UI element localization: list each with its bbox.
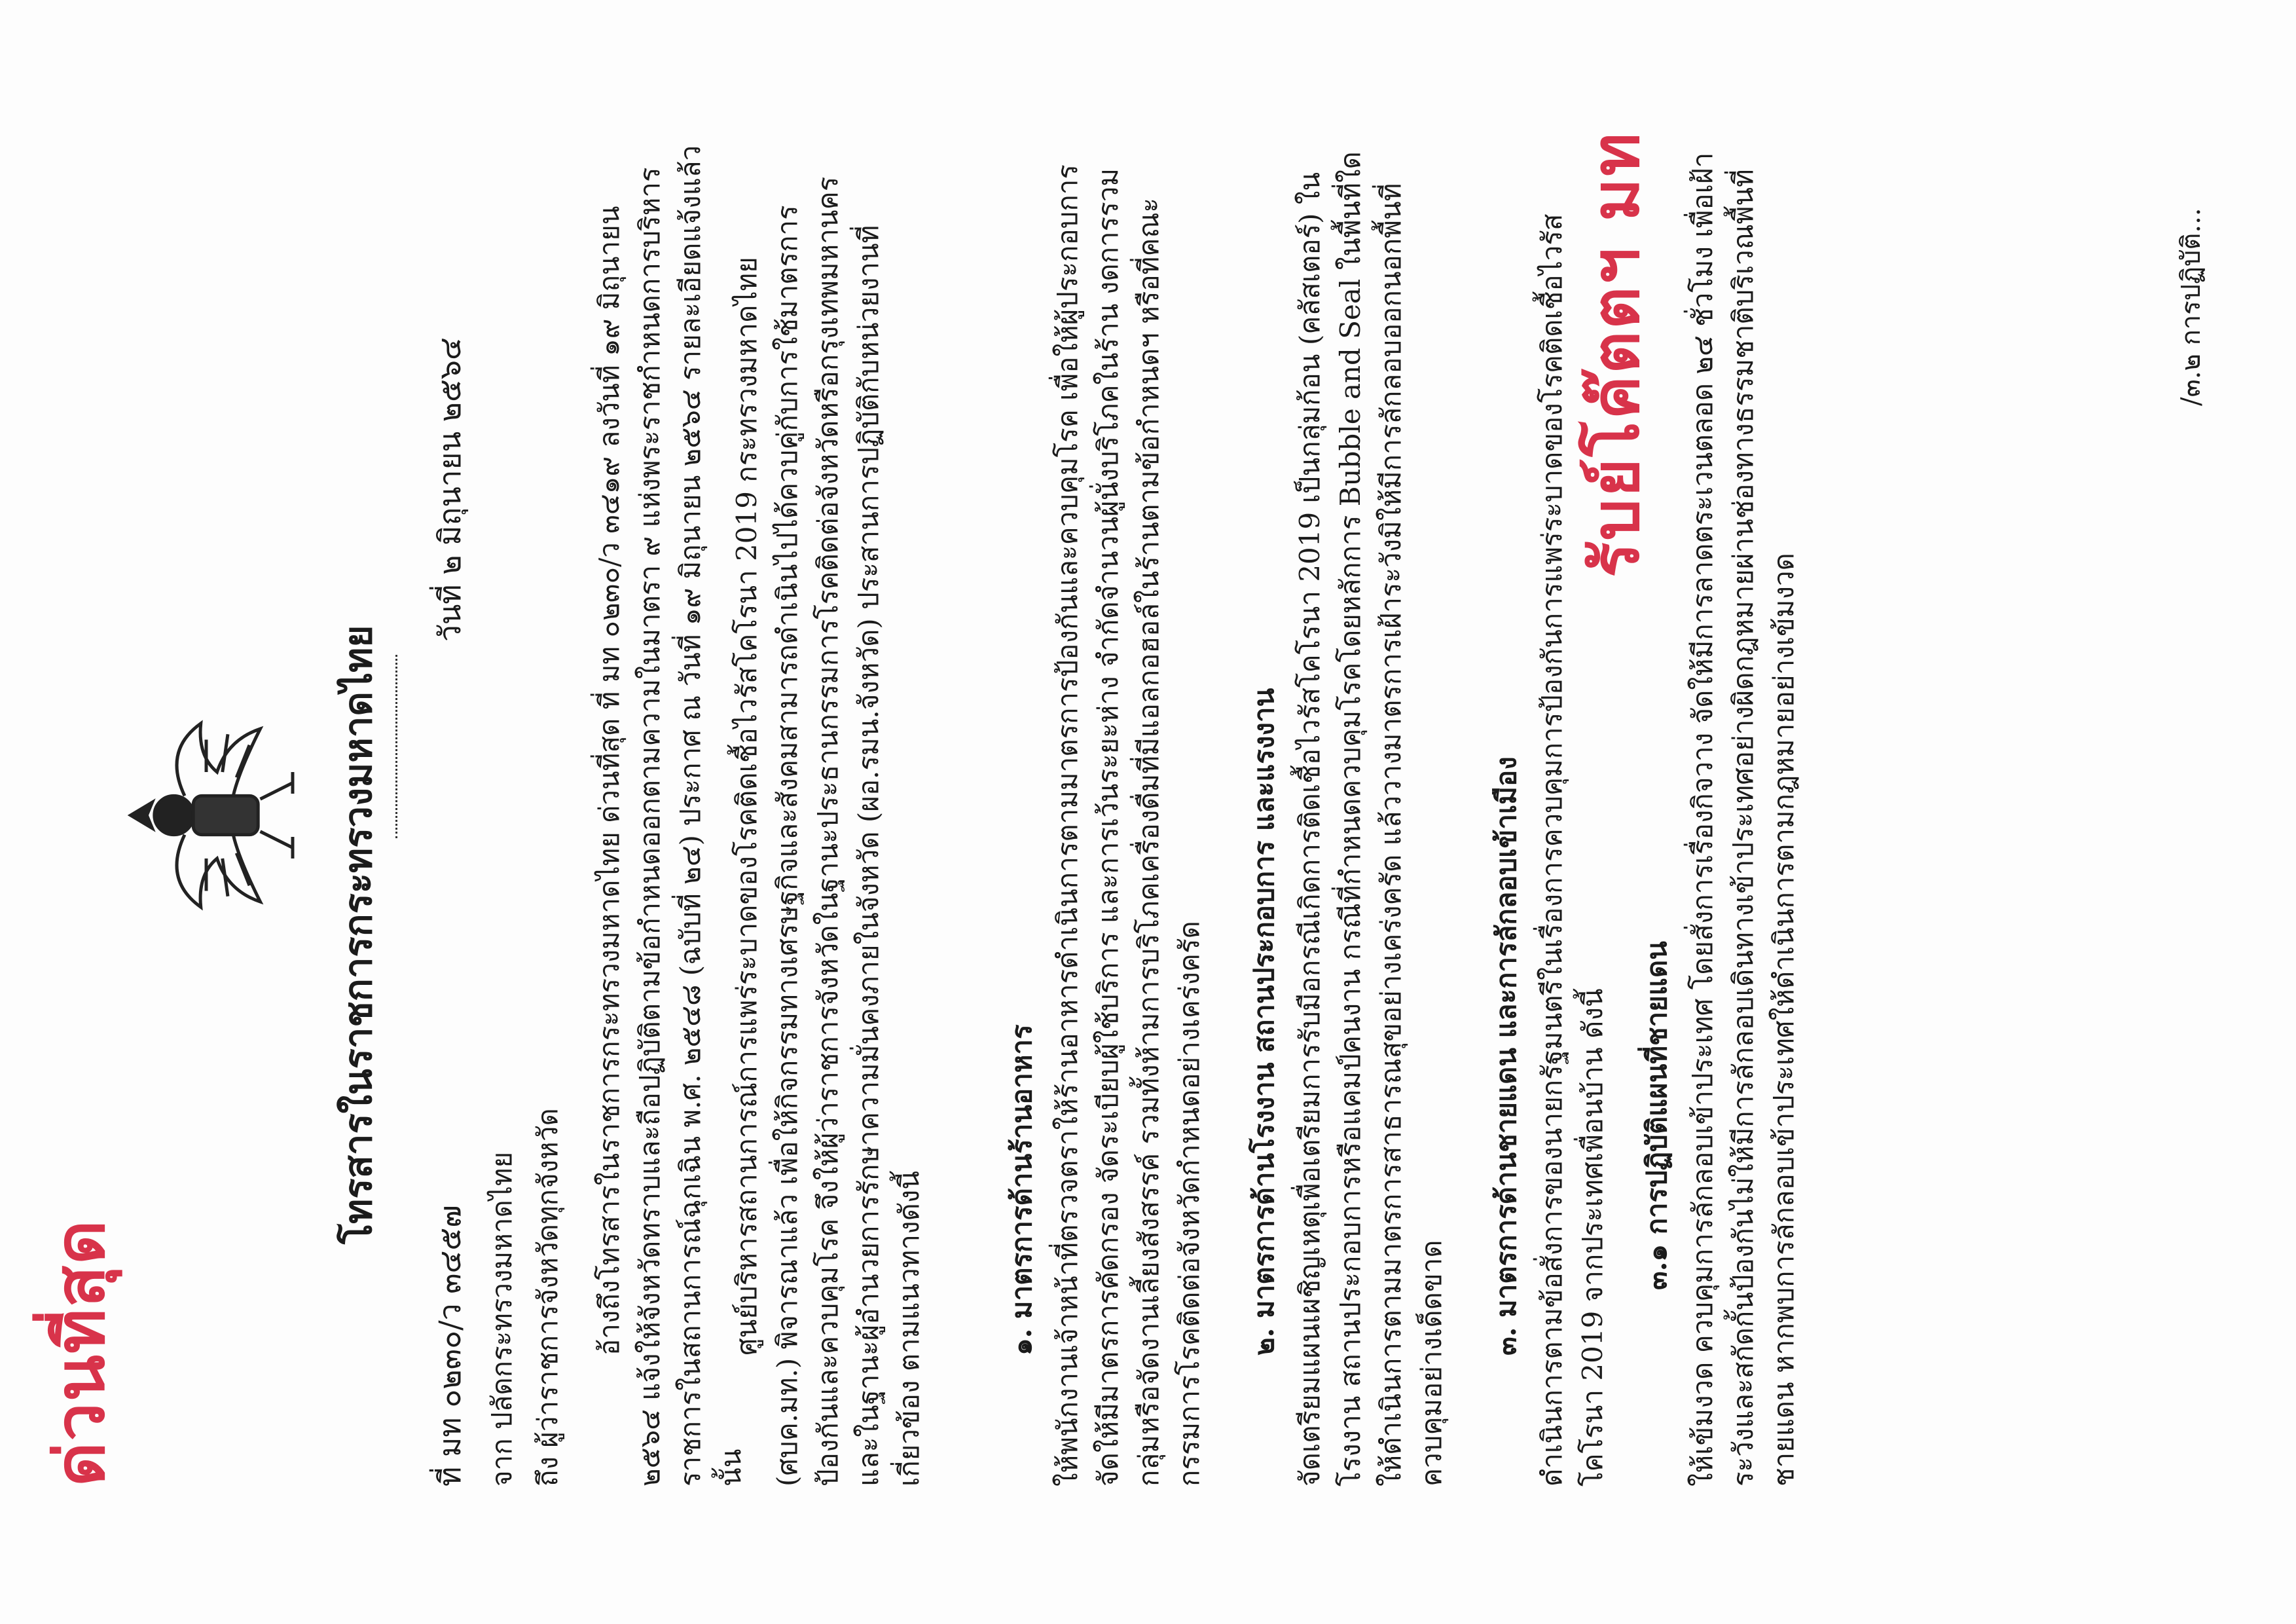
paragraph-factory: จัดเตรียมแผนเผชิญเหตุเพื่อเตรียมการรับมือกรณีเกิดการติดเชื้อไวรัสโคโรนา 2019 เป็นกลุ่มก้อน (คลัสเตอร์) ในโรงงาน สถานประกอบการหรือแคมป์คนงาน กรณีที่กำหนดควบคุมโรคโดยหลักการ Bubble and Seal ในพื้นที่ใดให้ดำเนินการตามมาตรการสาธารณสุขอย่างเคร่งครัด แล้ววางมาตรการเฝ้าระวังมิให้มีการลักลอบออกนอกพื้นที่ควบคุมอย่างเด็ดขาด bbox=[1294, 151, 1448, 1486]
paragraph-border: ดำเนินการตามข้อสั่งการของนายกรัฐมนตรีในเรื่องการควบคุมการป้องกันการแพร่ระบาดของโรคติดเชื้อไวรัสโคโรนา 2019 จากประเทศเพื่อนบ้าน ดังนี้ bbox=[1536, 213, 1609, 1486]
heading-factory: ๒. มาตรการด้านโรงงาน สถานประกอบการ และแรงงาน bbox=[1248, 688, 1280, 1356]
document-date: วันที่ ๒ มิถุนายน ๒๕๖๔ bbox=[432, 337, 467, 642]
heading-border-plan: ๓.๑ การปฏิบัติแผนที่ชายแดน bbox=[1641, 941, 1673, 1290]
title-underline bbox=[395, 655, 397, 838]
paragraph-reference: อ้างถึงโทรสารในราชการกระทรวงมหาดไทย ด่วนที่สุด ที่ มท ๐๒๓๐/ว ๓๔๑๙ ลงวันที่ ๑๙ มิถุนายน ๒๕๖๔ แจ้งให้จังหวัดทราบและถือปฏิบัติตามข้อกำหนดออกตามความในมาตรา ๙ แห่งพระราชกำหนดการบริหารราชการในสถานการณ์ฉุกเฉิน พ.ศ. ๒๕๔๘ (ฉบับที่ ๒๔) ประกาศ ณ วันที่ ๑๙ มิถุนายน ๒๕๖๔ รายละเอียดแจ้งแล้ว นั้น bbox=[593, 145, 747, 1486]
continued-marker: /๓.๒ การปฏิบัติ... bbox=[2176, 208, 2206, 406]
heading-restaurant: ๑. มาตรการด้านร้านอาหาร bbox=[1006, 1024, 1038, 1356]
memo-title: โทรสารในราชการกระทรวงมหาดไทย bbox=[336, 625, 380, 1244]
urgent-stamp: ด่วนที่สุด bbox=[39, 1219, 120, 1486]
document-number: ที่ มท ๐๒๓๐/ว ๓๔๕๗ bbox=[432, 1205, 467, 1486]
received-stamp: รับย์โค๊ตตฯ มท bbox=[1576, 131, 1654, 578]
from-line: จาก ปลัดกระทรวงมหาดไทย bbox=[486, 1151, 518, 1486]
heading-border: ๓. มาตรการด้านชายแดน และการลักลอบเข้าเมือง bbox=[1490, 756, 1522, 1356]
paragraph-restaurant: ให้พนักงานเจ้าหน้าที่ตรวจตราให้ร้านอาหารดำเนินการตามมาตรการป้องกันและควบคุมโรค เพื่อให้ผู้ประกอบการจัดให้มีมาตรการคัดกรอง จัดระเบียบผู้ใช้บริการ และการเว้นระยะห่าง จำกัดจำนวนผู้นั่งบริโภคในร้าน งดการรวมกลุ่มหรือจัดงานเลี้ยงสังสรรค์ รวมทั้งห้ามการบริโภคเครื่องดื่มที่มีแอลกอฮอล์ในร้านตามข้อกำหนดฯ หรือที่คณะกรรมการโรคติดต่อจังหวัดกำหนดอย่างเคร่งครัด bbox=[1051, 164, 1205, 1486]
garuda-emblem-icon bbox=[98, 707, 314, 923]
paragraph-border-plan: ให้เข้มงวด ควบคุมการลักลอบเข้าประเทศ โดยสั่งการเรื่องกิจวาง จัดให้มีการลาดตระเวนตลอด ๒๔ ชั่วโมง เพื่อเฝ้าระวังและสกัดกั้นป้องกันไม่ให้มีการลักลอบเดินทางเข้าประเทศอย่างผิดกฎหมายผ่านช่องทางธรรมชาติบริเวณพื้นที่ชายแดน หากพบการลักลอบเข้าประเทศให้ดำเนินการตามกฎหมายอย่างเข้มงวด bbox=[1686, 152, 1800, 1486]
to-line: ถึง ผู้ว่าราชการจังหวัดทุกจังหวัด bbox=[532, 1108, 564, 1486]
paragraph-main: ศูนย์บริหารสถานการณ์การแพร่ระบาดของโรคติดเชื้อไวรัสโคโรนา 2019 กระทรวงมหาดไทย (ศบค.มท.) พิจารณาแล้ว เพื่อให้กิจกรรมทางเศรษฐกิจและสังคมสามารถดำเนินไปได้ควบคู่กับการใช้มาตรการป้องกันและควบคุมโรค จึงให้ผู้ว่าราชการจังหวัดในฐานะประธานกรรมการโรคติดต่อจังหวัดหรือกรุงเทพมหานคร และในฐานะผู้อำนวยการรักษาความมั่นคงภายในจังหวัด (ผอ.รมน.จังหวัด) ประสานการปฏิบัติกับหน่วยงานที่เกี่ยวข้อง ตามแนวทางดังนี้ bbox=[731, 176, 925, 1486]
